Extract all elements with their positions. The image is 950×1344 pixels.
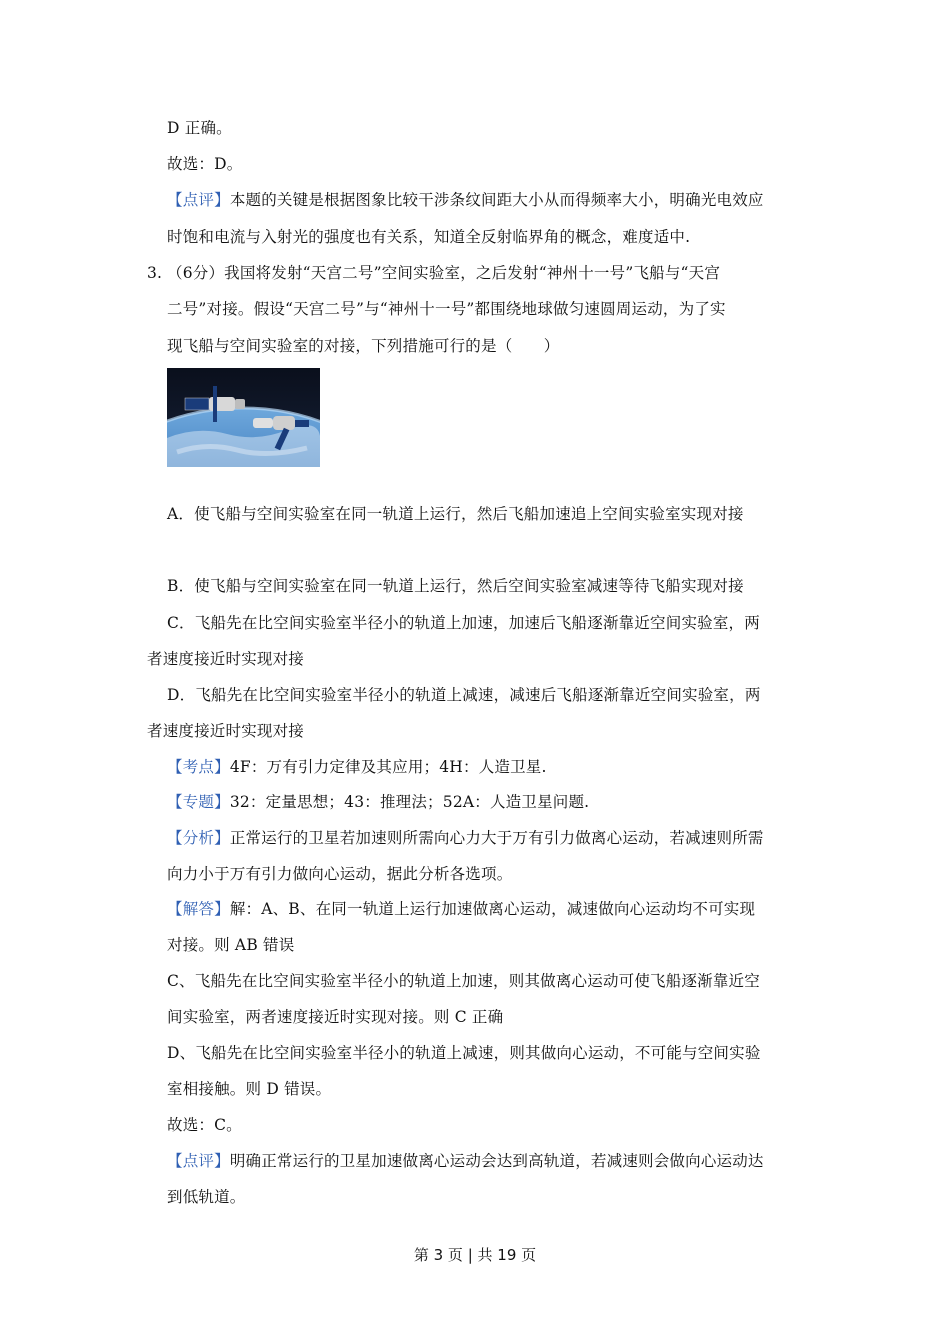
jieda-line-5: D、飞船先在比空间实验室半径小的轨道上减速，则其做向心运动，不可能与空间实验 (167, 1044, 761, 1062)
question-stem-1: （6分）我国将发射“天宫二号”空间实验室，之后发射“神州十一号”飞船与“天宫 (167, 264, 721, 282)
jieda-line-7: 故选：C。 (167, 1116, 242, 1134)
jieda-line-2: 对接。则 AB 错误 (167, 936, 295, 954)
zhuanti-line: 【专题】32：定量思想；43：推理法；52A：人造卫星问题. (167, 793, 590, 811)
fenxi-line-2: 向力小于万有引力做向心运动，据此分析各选项。 (167, 865, 513, 883)
page-footer: 第 3 页 | 共 19 页 (413, 1246, 537, 1264)
dianping-line-2: 到低轨道。 (167, 1188, 246, 1206)
jieda-tag: 【解答】 (167, 900, 230, 918)
prev-choice-line: 故选：D。 (167, 155, 243, 173)
option-c-line-1: C．飞船先在比空间实验室半径小的轨道上加速，加速后飞船逐渐靠近空间实验室，两 (167, 614, 760, 632)
jieda-line-6: 室相接触。则 D 错误。 (167, 1080, 332, 1098)
option-d-line-1: D．飞船先在比空间实验室半径小的轨道上减速，减速后飞船逐渐靠近空间实验室，两 (167, 686, 761, 704)
prev-review-line-1: 【点评】本题的关键是根据图象比较干涉条纹间距大小从而得频率大小，明确光电效应 (167, 191, 764, 209)
prev-answer-line: D 正确。 (167, 119, 232, 137)
dianping-tag: 【点评】 (167, 1152, 230, 1170)
kaodian-line: 【考点】4F：万有引力定律及其应用；4H：人造卫星. (167, 758, 547, 776)
option-a: A．使飞船与空间实验室在同一轨道上运行，然后飞船加速追上空间实验室实现对接 (167, 505, 744, 523)
option-b: B．使飞船与空间实验室在同一轨道上运行，然后空间实验室减速等待飞船实现对接 (167, 577, 744, 595)
prev-review-line-2: 时饱和电流与入射光的强度也有关系，知道全反射临界角的概念，难度适中. (167, 228, 691, 246)
option-d-line-2: 者速度接近时实现对接 (147, 722, 305, 740)
jieda-line-4: 间实验室，两者速度接近时实现对接。则 C 正确 (167, 1008, 504, 1026)
question-stem-3: 现飞船与空间实验室的对接，下列措施可行的是（ ） (167, 337, 560, 355)
zhuanti-tag: 【专题】 (167, 793, 230, 811)
spacecraft-docking-image (167, 368, 320, 467)
fenxi-tag: 【分析】 (167, 829, 230, 847)
fenxi-line-1: 【分析】正常运行的卫星若加速则所需向心力大于万有引力做离心运动，若减速则所需 (167, 829, 764, 847)
review-tag: 【点评】 (167, 191, 230, 209)
kaodian-tag: 【考点】 (167, 758, 230, 776)
jieda-line-3: C、飞船先在比空间实验室半径小的轨道上加速，则其做离心运动可使飞船逐渐靠近空 (167, 972, 760, 990)
question-stem-2: 二号”对接。假设“天宫二号”与“神州十一号”都围绕地球做匀速圆周运动，为了实 (167, 300, 726, 318)
option-c-line-2: 者速度接近时实现对接 (147, 650, 305, 668)
question-number: 3. (147, 264, 163, 282)
jieda-line-1: 【解答】解：A、B、在同一轨道上运行加速做离心运动，减速做向心运动均不可实现 (167, 900, 756, 918)
dianping-line-1: 【点评】明确正常运行的卫星加速做离心运动会达到高轨道，若减速则会做向心运动达 (167, 1152, 764, 1170)
